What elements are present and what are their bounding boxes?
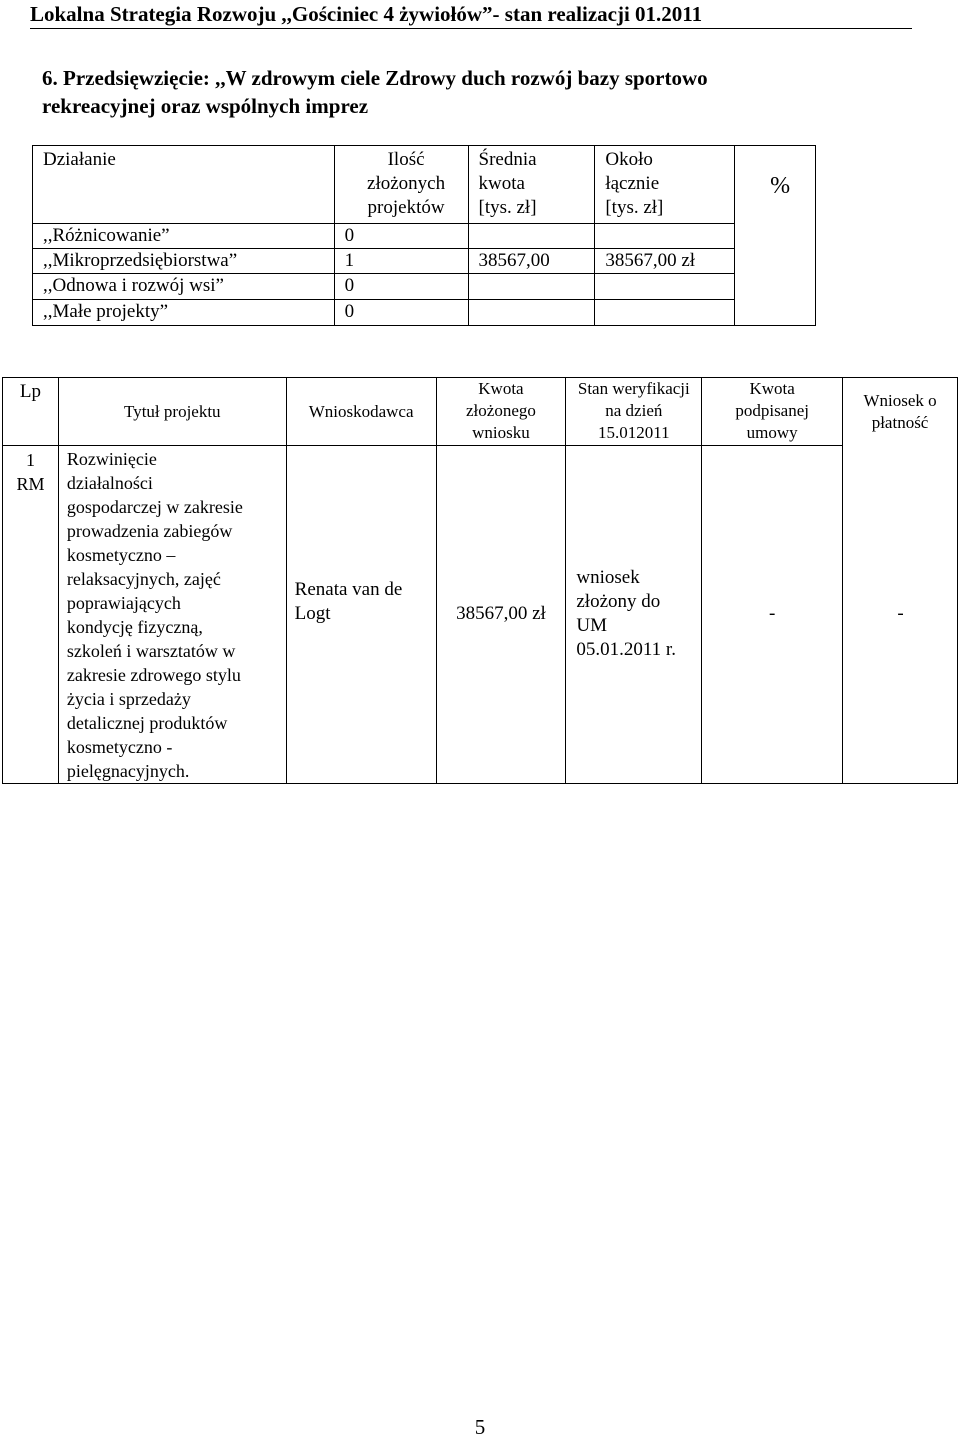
header-kwota-umowy: Kwota podpisanej umowy	[702, 378, 843, 446]
row-name: ,,Odnowa i rozwój wsi”	[33, 274, 335, 300]
header-platnosc: Wniosek o płatność	[843, 378, 958, 784]
row-count: 0	[334, 274, 468, 300]
page-number: 5	[474, 1415, 486, 1439]
row-name: ,,Różnicowanie”	[33, 224, 335, 249]
row-total: 38567,00 zł	[595, 249, 735, 274]
row-wnioskodawca: Renata van de Logt	[286, 446, 436, 784]
row-avg	[468, 300, 595, 326]
row-kwota: 38567,00 zł	[436, 446, 566, 784]
header-tytul: Tytuł projektu	[58, 378, 286, 446]
row-total	[595, 300, 735, 326]
row-total	[595, 224, 735, 249]
header-srednia: Średnia kwota [tys. zł]	[468, 146, 595, 224]
projects-table	[2, 377, 958, 784]
table-row	[33, 224, 816, 249]
summary-table	[32, 145, 816, 326]
header-ilosc: Ilość złożonych projektów	[334, 146, 468, 224]
table-row	[33, 300, 816, 326]
row-platnosc: -	[897, 603, 904, 624]
projects-header-row	[3, 378, 958, 446]
header-percent: %	[735, 146, 816, 326]
row-count: 0	[334, 300, 468, 326]
header-okolo: Około łącznie [tys. zł]	[595, 146, 735, 224]
table-row	[33, 249, 816, 274]
header-stan: Stan weryfikacji na dzień 15.012011	[566, 378, 702, 446]
table-row	[3, 446, 958, 784]
row-count: 0	[334, 224, 468, 249]
header-wnioskodawca: Wnioskodawca	[286, 378, 436, 446]
row-count: 1	[334, 249, 468, 274]
row-stan: wniosek złożony do UM 05.01.2011 r.	[566, 446, 702, 784]
summary-header-row	[33, 146, 816, 224]
section-heading	[42, 64, 902, 120]
header-dzialanie: Działanie	[33, 146, 335, 224]
row-umowa: -	[702, 446, 843, 784]
row-lp: 1 RM	[3, 446, 59, 784]
document-header: Lokalna Strategia Rozwoju ,,Gościniec 4 żywiołów”- stan realizacji 01.2011	[30, 0, 912, 29]
table-row	[33, 274, 816, 300]
row-name: ,,Małe projekty”	[33, 300, 335, 326]
row-tytul: Rozwinięcie działalności gospodarczej w zakresie prowadzenia zabiegów kosmetyczno – relaksacyjnych, zajęć poprawiających kondycję fizyczną, szkoleń i warsztatów w zakresie zdrowego stylu życia i sprzedaży detalicznej produktów kosmetyczno - pielęgnacyjnych.	[58, 446, 286, 784]
row-avg	[468, 224, 595, 249]
row-total	[595, 274, 735, 300]
heading-line-1: 6. Przedsięwzięcie: ,,W zdrowym ciele Zdrowy duch rozwój bazy sportowo	[42, 66, 708, 90]
heading-line-2: rekreacyjnej oraz wspólnych imprez	[42, 94, 369, 118]
row-avg: 38567,00	[468, 249, 595, 274]
header-kwota-zlozonego: Kwota złożonego wniosku	[436, 378, 566, 446]
row-name: ,,Mikroprzedsiębiorstwa”	[33, 249, 335, 274]
row-avg	[468, 274, 595, 300]
header-lp: Lp	[3, 378, 59, 446]
